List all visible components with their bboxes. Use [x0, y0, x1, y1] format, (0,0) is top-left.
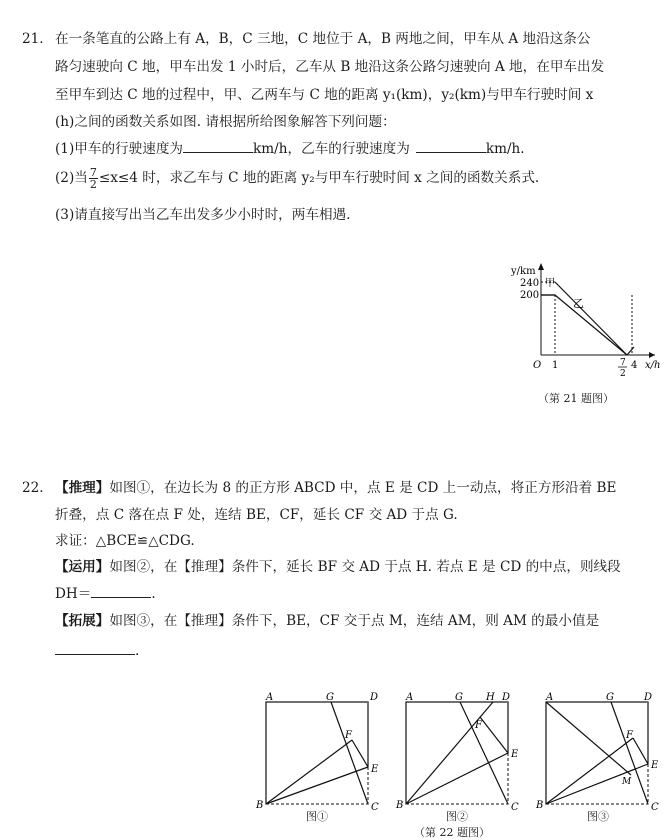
tick-200: 200 — [520, 290, 540, 301]
label-c: C — [371, 802, 379, 813]
q22-line7 — [55, 642, 139, 661]
answer-blank[interactable] — [91, 585, 151, 598]
answer-blank[interactable] — [416, 140, 486, 153]
fraction-numerator: 7 — [89, 166, 97, 179]
series-yi-line-b — [627, 347, 634, 355]
segment-fe — [352, 740, 368, 767]
label-b: B — [396, 800, 404, 811]
q22-period: . — [151, 586, 156, 602]
q22-line5 — [55, 585, 156, 604]
tick-x72-num: 7 — [620, 358, 626, 368]
y-axis-arrow — [538, 263, 544, 270]
q21-part2-label: (2)当 — [55, 170, 88, 186]
q21-text-line3: 至甲车到达 C 地的过程中，甲、乙两车与 C 地的距离 y₁(km)，y₂(km)与甲车行驶时间 x — [55, 87, 594, 103]
segment-am — [546, 702, 631, 775]
tick-x1: 1 — [552, 360, 559, 371]
answer-blank[interactable] — [183, 140, 253, 153]
figure-3 — [532, 692, 662, 822]
fraction-denominator: 2 — [89, 178, 97, 191]
label-e: E — [511, 749, 519, 760]
label-b: B — [536, 800, 544, 811]
series-jia-line — [541, 295, 627, 355]
figure-3-caption: 图③ — [587, 810, 609, 823]
figure-2 — [392, 692, 522, 822]
q22-period: . — [135, 643, 140, 659]
square-abcd — [266, 702, 368, 804]
origin-label: O — [533, 360, 542, 371]
q22-line3: 求证：△BCE≌△CDG. — [55, 533, 195, 549]
square-abcd — [546, 702, 648, 804]
segment-bf — [546, 738, 633, 804]
q22-figure-caption: （第 22 题图） — [414, 826, 490, 839]
label-m: M — [622, 777, 632, 787]
x-axis-arrow — [649, 352, 655, 358]
q21-part3: (3)请直接写出当乙车出发多少小时时，两车相遇. — [55, 207, 351, 223]
segment-be — [546, 764, 648, 804]
x-axis-label: x/h — [645, 360, 661, 371]
tick-x72-den: 2 — [620, 369, 626, 379]
q22-line1 — [55, 479, 616, 498]
q22-line4 — [55, 558, 621, 577]
label-g: G — [326, 692, 334, 703]
q22-line6-text: 如图③，在【推理】条件下，BE，CF 交于点 M，连结 AM，则 AM 的最小值是 — [109, 613, 600, 629]
label-d: D — [370, 692, 379, 703]
label-c: C — [651, 802, 659, 813]
q21-number: 21. — [22, 31, 44, 47]
q22-dh-label: DH＝ — [55, 586, 92, 602]
y-axis-label: y/km — [511, 266, 536, 277]
label-a: A — [546, 692, 554, 703]
label-b: B — [256, 800, 264, 811]
tick-240: 240 — [520, 278, 540, 289]
q22-line6 — [55, 612, 599, 631]
q22-line2: 折叠，点 C 落在点 F 处，连结 BE，CF，延长 CF 交 AD 于点 G. — [55, 507, 458, 523]
label-jia: 甲 — [545, 278, 555, 289]
q21-graph — [505, 255, 665, 405]
q22-line4-text: 如图②，在【推理】条件下，延长 BF 交 AD 于点 H. 若点 E 是 CD 的中点，则线段 — [109, 559, 621, 575]
q21-figure-caption: （第 21 题图） — [538, 392, 614, 405]
segment-gc — [331, 702, 368, 804]
label-g: G — [455, 692, 463, 703]
q21-part1-label: (1)甲车的行驶速度为 — [55, 141, 184, 157]
segment-be — [406, 753, 508, 804]
segment-fe — [480, 717, 508, 753]
figure-1-caption: 图① — [306, 810, 328, 823]
q21-text-line1: 在一条笔直的公路上有 A，B，C 三地，C 地位于 A，B 两地之间，甲车从 A 地沿这条公 — [55, 31, 591, 47]
answer-blank[interactable] — [55, 642, 135, 655]
fraction-7-2 — [89, 167, 98, 190]
figure-2-caption: 图② — [446, 810, 468, 823]
q21-part2-text: ≤x≤4 时，求乙车与 C 地的距离 y₂与甲车行驶时间 x 之间的函数关系式. — [98, 170, 540, 186]
q22-number: 22. — [22, 480, 44, 496]
segment-gc — [460, 702, 508, 804]
tag-tuozhan: 【拓展】 — [55, 613, 110, 629]
q21-text-line4: (h)之间的函数关系如图. 请根据所给图象解答下列问题： — [55, 114, 396, 130]
figure-1 — [252, 692, 382, 822]
label-e: E — [651, 760, 659, 771]
label-e: E — [371, 764, 379, 775]
label-h: H — [486, 692, 495, 703]
tag-yunyong: 【运用】 — [55, 559, 110, 575]
q21-part2 — [55, 167, 539, 190]
label-d: D — [644, 692, 653, 703]
segment-bf — [266, 740, 352, 804]
series-yi-line-a — [555, 282, 627, 355]
label-yi: 乙 — [573, 297, 584, 310]
label-f: F — [626, 730, 633, 741]
q21-part1-unit2: km/h. — [485, 141, 525, 157]
q22-line1-text: 如图①，在边长为 8 的正方形 ABCD 中，点 E 是 CD 上一动点，将正方形沿着 BE — [109, 480, 617, 496]
label-c: C — [511, 802, 519, 813]
q21-part1 — [55, 140, 525, 159]
label-f: F — [345, 730, 352, 741]
q21-part1-unit1: km/h，乙车的行驶速度为 — [253, 141, 410, 157]
q21-text-line2: 路匀速驶向 C 地，甲车出发 1 小时后，乙车从 B 地沿这条公路匀速驶向 A 地，在甲车出发 — [55, 59, 605, 75]
segment-be — [266, 767, 368, 804]
segment-gc — [611, 702, 648, 804]
label-d: D — [502, 692, 511, 703]
label-f: F — [475, 720, 482, 731]
label-g: G — [606, 692, 614, 703]
label-a: A — [406, 692, 414, 703]
label-a: A — [266, 692, 274, 703]
tick-x4: 4 — [631, 360, 638, 371]
square-abcd — [406, 702, 508, 804]
segment-fe — [633, 738, 648, 764]
tag-tuili: 【推理】 — [55, 480, 110, 496]
